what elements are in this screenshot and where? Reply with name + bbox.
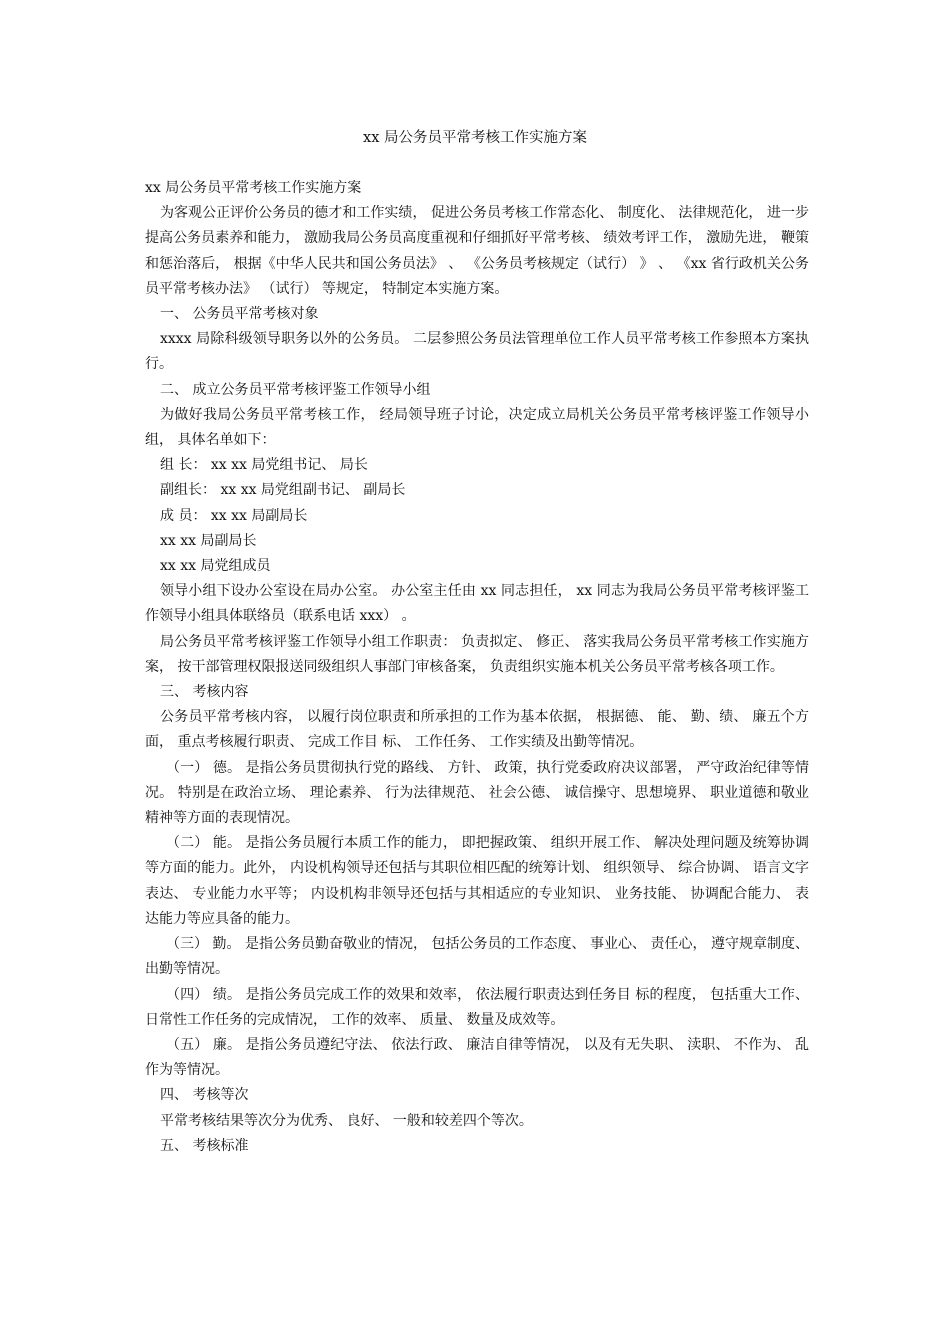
paragraph: 三、 考核内容 bbox=[160, 684, 249, 701]
paragraph: 领导小组下设办公室设在局办公室。 办公室主任由 xx 同志担任， xx 同志为我局公务员平常考核评鉴工作领导小组具体联络员（联系电话 xxx） 。 bbox=[145, 583, 809, 625]
paragraph: xx 局公务员平常考核工作实施方案 bbox=[145, 180, 362, 196]
paragraph: 为客观公正评价公务员的德才和工作实绩， 促进公务员考核工作常态化、 制度化、 法律规范化， 进一步提高公务员素养和能力， 激励我局公务员高度重视和仔细抓好平常考核、 绩效考评工作， 激励先进， 鞭策和惩治落后， 根据《中华人民共和国公务员法》 、 《公务员考核规定（试行） 》 、 《xx 省行政机关公务员平常考核办法》 （试行） 等规定， 特制定本实施方案。 bbox=[145, 205, 809, 297]
paragraph: 组 长： xx xx 局党组书记、 局长 bbox=[160, 457, 368, 474]
paragraph: 二、 成立公务员平常考核评鉴工作领导小组 bbox=[160, 381, 431, 398]
paragraph: （四） 绩。 是指公务员完成工作的效果和效率， 依法履行职责达到任务目 标的程度， 包括重大工作、 日常性工作任务的完成情况， 工作的效率、 质量、 数量及成效等。 bbox=[145, 986, 809, 1028]
paragraph: 五、 考核标准 bbox=[160, 1137, 249, 1154]
paragraph: （五） 廉。 是指公务员遵纪守法、 依法行政、 廉洁自律等情况， 以及有无失职、 渎职、 不作为、 乱作为等情况。 bbox=[145, 1036, 809, 1079]
paragraph: （二） 能。 是指公务员履行本质工作的能力， 即把握政策、 组织开展工作、 解决处理问题及统筹协调等方面的能力。此外， 内设机构领导还包括与其职位相匹配的统筹计划、 组织领导、 综合协调、 语言文字表达、 专业能力水平等； 内设机构非领导还包括与其相适应的专业知识、 业务技能、 协调配合能力、 表达能力等应具备的能力。 bbox=[145, 835, 809, 927]
paragraph: 公务员平常考核内容， 以履行岗位职责和所承担的工作为基本依据， 根据德、 能、 勤、绩、 廉五个方面， 重点考核履行职责、 完成工作目 标、 工作任务、 工作实绩及出勤等情况。 bbox=[145, 709, 809, 751]
document-title: xx 局公务员平常考核工作实施方案 bbox=[363, 130, 587, 146]
paragraph: xxxx 局除科级领导职务以外的公务员。 二层参照公务员法管理单位工作人员平常考核工作参照本方案执行。 bbox=[145, 331, 809, 373]
paragraph: 成 员： xx xx 局副局长 bbox=[160, 507, 308, 524]
paragraph: 一、 公务员平常考核对象 bbox=[160, 306, 319, 323]
paragraph: 副组长： xx xx 局党组副书记、 副局长 bbox=[160, 482, 406, 499]
paragraph: （三） 勤。 是指公务员勤奋敬业的情况， 包括公务员的工作态度、 事业心、 责任心， 遵守规章制度、 出勤等情况。 bbox=[145, 936, 809, 978]
paragraph: 四、 考核等次 bbox=[160, 1087, 249, 1104]
paragraph: 平常考核结果等次分为优秀、 良好、 一般和较差四个等次。 bbox=[160, 1112, 533, 1129]
paragraph: xx xx 局副局长 bbox=[160, 532, 257, 549]
paragraph: 局公务员平常考核评鉴工作领导小组工作职责： 负责拟定、 修正、 落实我局公务员平常考核工作实施方案， 按干部管理权限报送同级组织人事部门审核备案， 负责组织实施本机关公务员平常考核各项工作。 bbox=[145, 633, 809, 675]
paragraph: 为做好我局公务员平常考核工作， 经局领导班子讨论，决定成立局机关公务员平常考核评鉴工作领导小组， 具体名单如下： bbox=[145, 406, 809, 449]
paragraph: xx xx 局党组成员 bbox=[160, 558, 271, 575]
document-body bbox=[145, 176, 809, 1159]
paragraph: （一） 德。 是指公务员贯彻执行党的路线、 方针、 政策，执行党委政府决议部署， 严守政治纪律等情况。 特别是在政治立场、 理论素养、 行为法律规范、 社会公德、 诚信操守、思想境界、 职业道德和敬业精神等方面的表现情况。 bbox=[145, 759, 809, 827]
